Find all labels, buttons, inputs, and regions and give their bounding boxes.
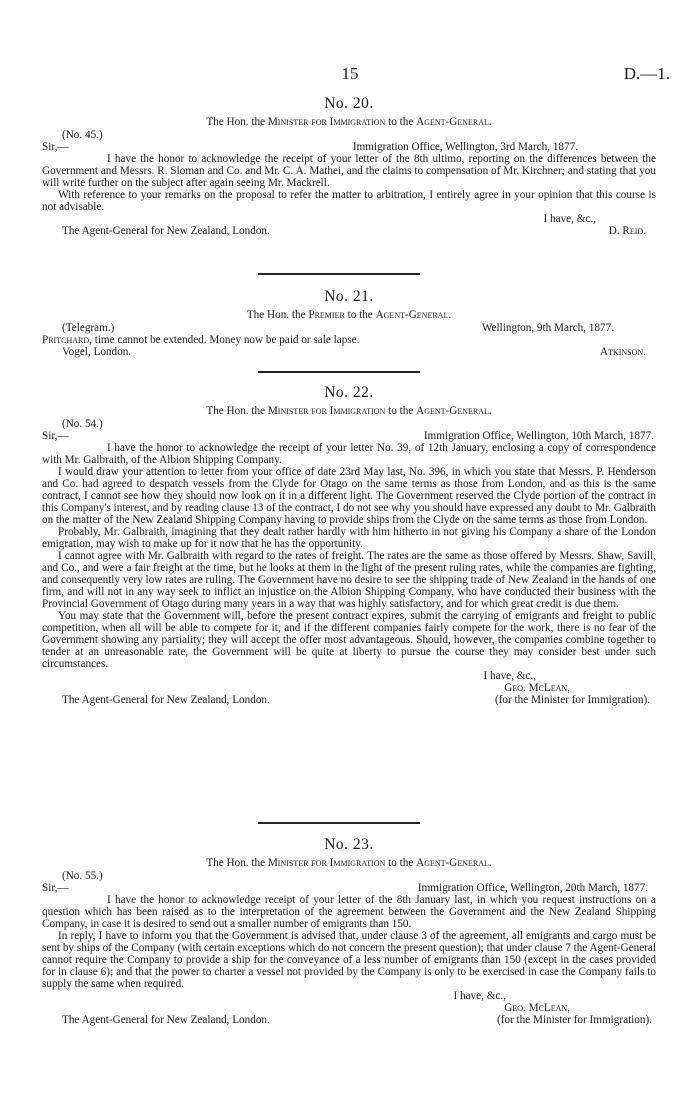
signature: Geo. McLean, <box>504 1002 570 1014</box>
paragraph: I would draw your attention to letter from your office of date 23rd May last, No. 396, in which you state that Messrs. P. Henderson and Co. had agreed to despatch vessels from the Clyde for Otago on the same terms as those from London, and as this is the same contract, I cannot see how they should now look on it in a different light. The Government reserved the Clyde portion of the contract in this Company's interest, and by reading clause 13 of the contract, I do not see why you should have expressed any doubt to Mr. Galbraith on the matter of the New Zealand Shipping Company having to provide ships from the Clyde on the same terms as those from London. <box>42 466 656 526</box>
place-date: Immigration Office, Wellington, 10th March, 1877. <box>423 430 654 442</box>
signature: Atkinson. <box>600 346 646 358</box>
letter-heading: The Hon. the Minister for Immigration to the Agent-General. <box>206 857 492 869</box>
letter-number: No. 20. <box>324 95 374 112</box>
divider-rule <box>258 822 420 824</box>
closing: I have, &c., <box>453 990 506 1002</box>
signature: Geo. McLean, <box>504 682 570 694</box>
paragraph: Probably, Mr. Galbraith, imagining that they dealt rather hardly with him hitherto in not giving his Company a share of the London emigration, may wish to make up for it now that he has the opportunity. <box>42 526 656 550</box>
closing-line <box>42 990 656 1002</box>
closing: I have, &c., <box>543 213 596 225</box>
signature-note: (for the Minister for Immigration). <box>494 694 650 706</box>
paragraph: You may state that the Government will, before the present contract expires, submit the carrying of emigrants and freight to public competition, when all will be able to compete for it, and if the different companies fairly compete for the work, there is no fear of the Government showing any partiality; they will accept the offer most advantageous. Should, however, the companies combine together to tender at an unreasonable rate, the Government will be quite at liberty to pursue the course they may consider best under such circumstances. <box>42 610 656 670</box>
addressee-line <box>42 346 656 358</box>
letter-ref: (No. 55.) <box>62 870 103 882</box>
letter-heading: The Hon. the Minister for Immigration to the Agent-General. <box>206 405 492 417</box>
addressee: The Agent-General for New Zealand, London. <box>62 1014 270 1026</box>
signature-note: (for the Minister for Immigration). <box>496 1014 652 1026</box>
salutation-line <box>42 882 656 894</box>
addressee: The Agent-General for New Zealand, London. <box>62 225 270 237</box>
divider-rule <box>258 273 420 275</box>
telegram-body: Pritchard, time cannot be extended. Money now be paid or sale lapse. <box>42 334 360 346</box>
letter-number: No. 22. <box>324 384 374 401</box>
document-reference: D.—1. <box>623 64 670 83</box>
addressee-line <box>42 225 656 237</box>
letter-no-22 <box>42 384 656 706</box>
letter-heading: The Hon. the Minister for Immigration to the Agent-General. <box>206 116 492 128</box>
closing-line <box>42 213 656 225</box>
addressee: The Agent-General for New Zealand, London. <box>62 694 270 706</box>
letter-no-20 <box>42 95 656 237</box>
recipient: Pritchard <box>42 334 90 346</box>
signature-line <box>42 1002 656 1014</box>
salutation-line <box>42 141 656 153</box>
letter-no-21 <box>42 288 656 358</box>
letter-number: No. 23. <box>324 836 374 853</box>
paragraph: I have the honor to acknowledge the receipt of your letter No. 39, of 12th January, enclosing a copy of correspondence with Mr. Galbraith, of the Albion Shipping Company. <box>42 442 656 466</box>
salutation-line <box>42 430 656 442</box>
page-number: 15 <box>341 64 359 83</box>
letter-ref: (No. 45.) <box>62 129 103 141</box>
letter-no-23 <box>42 836 656 1026</box>
place-date: Wellington, 9th March, 1877. <box>481 322 614 334</box>
salutation: Sir,— <box>42 141 69 153</box>
paragraph: I cannot agree with Mr. Galbraith with regard to the rates of freight. The rates are the same as those offered by Messrs. Shaw, Savill, and Co., and were a fair freight at the time, but he looks at them in the light of the present ruling rates, while the companies are fighting, and consequently very low rates are ruling. The Government have no desire to see the shipping trade of New Zealand in the hands of one firm, and will not in any way seek to inflict an injustice on the Albion Shipping Company, who have conducted their business with the Provincial Government of Otago during many years in a way that was highly satisfactory, and for which great credit is due them. <box>42 550 656 610</box>
signature-line <box>42 682 656 694</box>
place-date: Immigration Office, Wellington, 3rd March, 1877. <box>352 141 578 153</box>
divider-rule <box>258 371 420 373</box>
letter-heading: The Hon. the Premier to the Agent-General. <box>246 309 452 321</box>
addressee: Vogel, London. <box>62 346 132 358</box>
signature: D. Reid. <box>608 225 646 237</box>
place-date: Immigration Office, Wellington, 20th March, 1877. <box>417 882 648 894</box>
closing-line <box>42 670 656 682</box>
closing: I have, &c., <box>483 670 536 682</box>
paragraph: In reply, I have to inform you that the Government is advised that, under clause 3 of the agreement, all emigrants and cargo must be sent by ships of the Company (with certain exceptions which do not concern the present question); that under clause 7 the Agent-General cannot require the Company to provide a ship for the conveyance of a less number of emigrants than 150 (except in the cases provided for in clause 6); and that the power to charter a vessel not provided by the Company is only to be exercised in case the Company fails to supply the same when required. <box>42 930 656 990</box>
letter-ref: (No. 54.) <box>62 418 103 430</box>
telegram-line <box>42 322 656 334</box>
addressee-line <box>42 1014 656 1026</box>
paragraph: I have the honor to acknowledge the receipt of your letter of the 8th ultimo, reporting on the differences between the Government and Messrs. R. Sloman and Co. and Mr. C. A. Mathei, and the claims to compensation of Mr. Kirchner; and stating that you will write further on the subject after again seeing Mr. Mackrell. <box>42 153 656 189</box>
paragraph: With reference to your remarks on the proposal to refer the matter to arbitration, I entirely agree in your opinion that this course is not advisable. <box>42 189 656 213</box>
salutation: Sir,— <box>42 430 69 442</box>
addressee-line <box>42 694 656 706</box>
letter-ref: (Telegram.) <box>62 322 115 334</box>
salutation: Sir,— <box>42 882 69 894</box>
letter-number: No. 21. <box>324 288 374 305</box>
paragraph: I have the honor to acknowledge receipt of your letter of the 8th January last, in which you request instructions on a question which has been raised as to the interpretation of the agreement between the Government and the New Zealand Shipping Company, in case it is desired to send out a smaller number of emigrants than 150. <box>42 894 656 930</box>
